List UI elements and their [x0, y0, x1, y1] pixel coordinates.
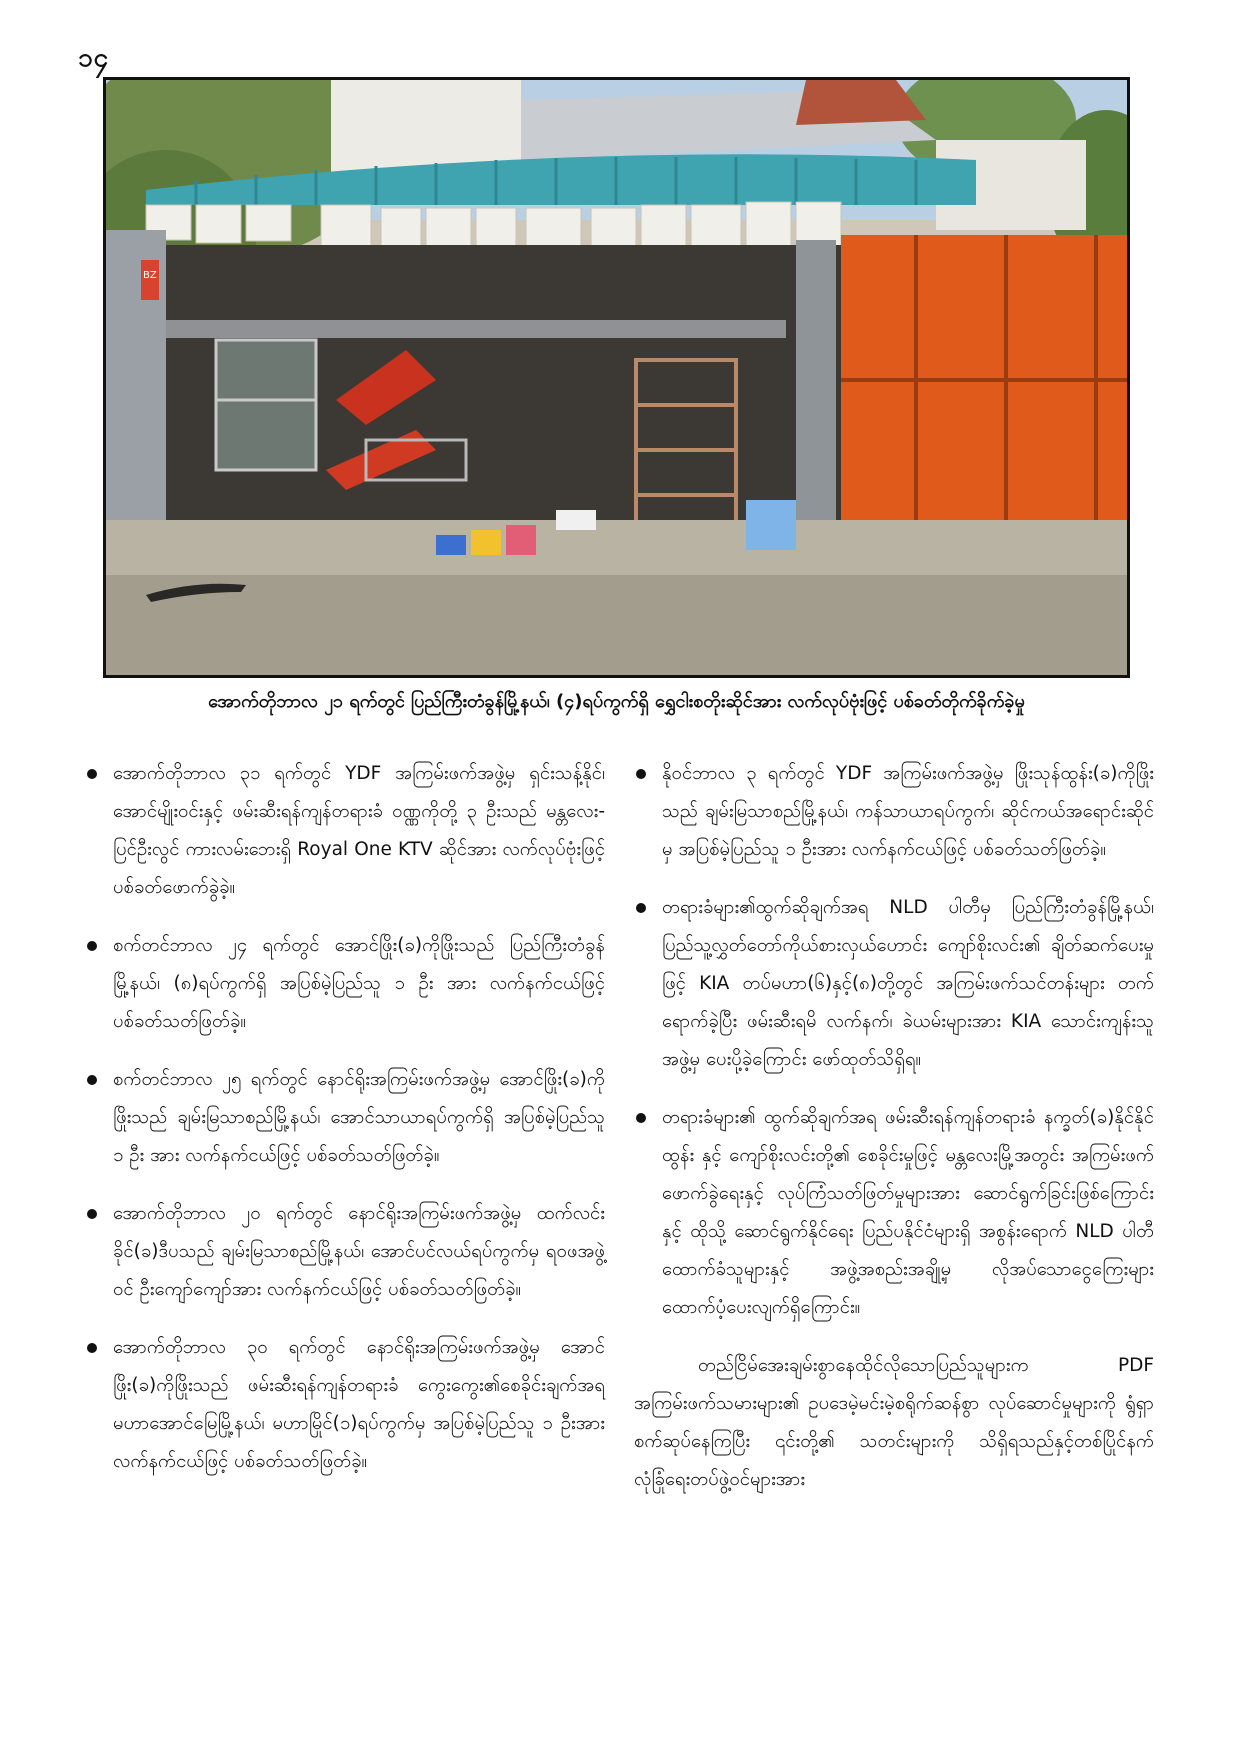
list-item-text: တရားခံများ၏ ထွက်ဆိုချက်အရ ဖမ်းဆီးရန်ကျန်တရားခံ နက္ခတ်(ခ)နိုင်နိုင်ထွန်း နှင့် ကျော်စိုးလင်းတို့၏ စေခိုင်းမှုဖြင့် မန္တလေးမြို့အတွင်း အကြမ်းဖက်ဖောက်ခွဲရေးနှင့် လုပ်ကြံသတ်ဖြတ်မှုများအား ဆောင်ရွက်ခြင်းဖြစ်ကြောင်းနှင့် ထိုသို့ ဆောင်ရွက်နိုင်ရေး ပြည်ပနိုင်ငံများရှိ အစွန်းရောက် NLD ပါတီထောက်ခံသူများနှင့် အဖွဲ့အစည်းအချို့မှ လိုအပ်သောငွေကြေးများ ထောက်ပံ့ပေးလျက်ရှိကြောင်း။: [662, 1107, 1154, 1318]
list-item: [634, 889, 1154, 1079]
list-item-text: နိုဝင်ဘာလ ၃ ရက်တွင် YDF အကြမ်းဖက်အဖွဲ့မှ ဖြိုးသုန်ထွန်း(ခ)ကိုဖြိုးသည် ချမ်းမြသာစည်မြို့နယ်၊ ကန်သာယာရပ်ကွက်၊ ဆိုင်ကယ်အရောင်းဆိုင်မှ အပြစ်မဲ့ပြည်သူ ၁ ဦးအား လက်နက်ငယ်ဖြင့် ပစ်ခတ်သတ်ဖြတ်ခဲ့။: [662, 763, 1154, 860]
list-item: [85, 755, 605, 907]
list-item: [85, 1195, 605, 1309]
closing-paragraph: တည်ငြိမ်အေးချမ်းစွာနေထိုင်လိုသောပြည်သူများက PDF အကြမ်းဖက်သမားများ၏ ဥပဒေမဲ့မင်းမဲ့စရိုက်ဆန်စွာ လုပ်ဆောင်မှုများကို ရွံရှာစက်ဆုပ်နေကြပြီး ၎င်းတို့၏ သတင်းများကို သိရှိရသည်နှင့်တစ်ပြိုင်နက် လုံခြုံရေးတပ်ဖွဲ့ဝင်များအား: [634, 1355, 1154, 1490]
list-item: [85, 1061, 605, 1175]
page-number: ၁၄: [78, 43, 110, 73]
bullet-icon: [87, 941, 97, 951]
bullet-icon: [636, 769, 646, 779]
left-column: [85, 755, 605, 1501]
bullet-icon: [87, 1209, 97, 1219]
bullet-icon: [636, 903, 646, 913]
list-item-text: အောက်တိုဘာလ ၃၁ ရက်တွင် YDF အကြမ်းဖက်အဖွဲ့မှ ရှင်းသန့်နိုင်၊ အောင်မျိုးဝင်းနှင့် ဖမ်းဆီးရန်ကျန်တရားခံ ဝဏ္ဏကိုတို့ ၃ ဦးသည် မန္တလေး-ပြင်ဦးလွင် ကားလမ်းဘေးရှိ Royal One KTV ဆိုင်အား လက်လုပ်ဗုံးဖြင့် ပစ်ခတ်ဖောက်ခွဲခဲ့။: [113, 763, 605, 898]
bullet-icon: [636, 1113, 646, 1123]
bullet-icon: [87, 1343, 97, 1353]
list-item-text: စက်တင်ဘာလ ၂၅ ရက်တွင် နောင်ရိုးအကြမ်းဖက်အဖွဲ့မှ အောင်ဖြိုး(ခ)ကိုဖြိုးသည် ချမ်းမြသာစည်မြို့နယ်၊ အောင်သာယာရပ်ကွက်ရှိ အပြစ်မဲ့ပြည်သူ ၁ ဦး အား လက်နက်ငယ်ဖြင့် ပစ်ခတ်သတ်ဖြတ်ခဲ့။: [113, 1069, 605, 1166]
news-photo: [103, 77, 1130, 678]
bullet-icon: [87, 769, 97, 779]
list-item-text: တရားခံများ၏ထွက်ဆိုချက်အရ NLD ပါတီမှ ပြည်ကြီးတံခွန်မြို့နယ်၊ ပြည်သူ့လွှတ်တော်ကိုယ်စားလှယ်ဟောင်း ကျော်စိုးလင်း၏ ချိတ်ဆက်ပေးမှုဖြင့် KIA တပ်မဟာ(၆)နှင့်(၈)တို့တွင် အကြမ်းဖက်သင်တန်းများ တက်ရောက်ခဲ့ပြီး ဖမ်းဆီးရမိ လက်နက်၊ ခဲယမ်းများအား KIA သောင်းကျန်းသူအဖွဲ့မှ ပေးပို့ခဲ့ကြောင်း ဖော်ထုတ်သိရှိရ။: [662, 897, 1154, 1070]
list-item-text: အောက်တိုဘာလ ၂၀ ရက်တွင် နောင်ရိုးအကြမ်းဖက်အဖွဲ့မှ ထက်လင်းခိုင်(ခ)ဒီပသည် ချမ်းမြသာစည်မြို့နယ်၊ အောင်ပင်လယ်ရပ်ကွက်မှ ရဝဖအဖွဲ့ဝင် ဦးကျော်ကျော်အား လက်နက်ငယ်ဖြင့် ပစ်ခတ်သတ်ဖြတ်ခဲ့။: [113, 1203, 605, 1300]
figure-caption: အောက်တိုဘာလ ၂၁ ရက်တွင် ပြည်ကြီးတံခွန်မြို့နယ်၊ (၄)ရပ်ကွက်ရှိ ရွှေငါးစတိုးဆိုင်အား လက်လုပ်ဗုံးဖြင့် ပစ်ခတ်တိုက်ခိုက်ခဲ့မှု: [208, 691, 1025, 712]
list-item-text: စက်တင်ဘာလ ၂၄ ရက်တွင် အောင်ဖြိုး(ခ)ကိုဖြိုးသည် ပြည်ကြီးတံခွန်မြို့နယ်၊ (၈)ရပ်ကွက်ရှိ အပြစ်မဲ့ပြည်သူ ၁ ဦး အား လက်နက်ငယ်ဖြင့် ပစ်ခတ်သတ်ဖြတ်ခဲ့။: [113, 935, 605, 1032]
list-item: [634, 755, 1154, 869]
shop-sign-text: BZ: [143, 270, 157, 281]
bullet-icon: [87, 1075, 97, 1085]
list-item: [85, 1329, 605, 1481]
right-column: [634, 755, 1154, 1499]
list-item-text: အောက်တိုဘာလ ၃၀ ရက်တွင် နောင်ရိုးအကြမ်းဖက်အဖွဲ့မှ အောင်ဖြိုး(ခ)ကိုဖြိုးသည် ဖမ်းဆီးရန်ကျန်တရားခံ ကွေးကွေး၏စေခိုင်းချက်အရ မဟာအောင်မြေမြို့နယ်၊ မဟာမြိုင်(၁)ရပ်ကွက်မှ အပြစ်မဲ့ပြည်သူ ၁ ဦးအား လက်နက်ငယ်ဖြင့် ပစ်ခတ်သတ်ဖြတ်ခဲ့။: [113, 1337, 605, 1472]
list-item: [634, 1099, 1154, 1327]
list-item: [85, 927, 605, 1041]
